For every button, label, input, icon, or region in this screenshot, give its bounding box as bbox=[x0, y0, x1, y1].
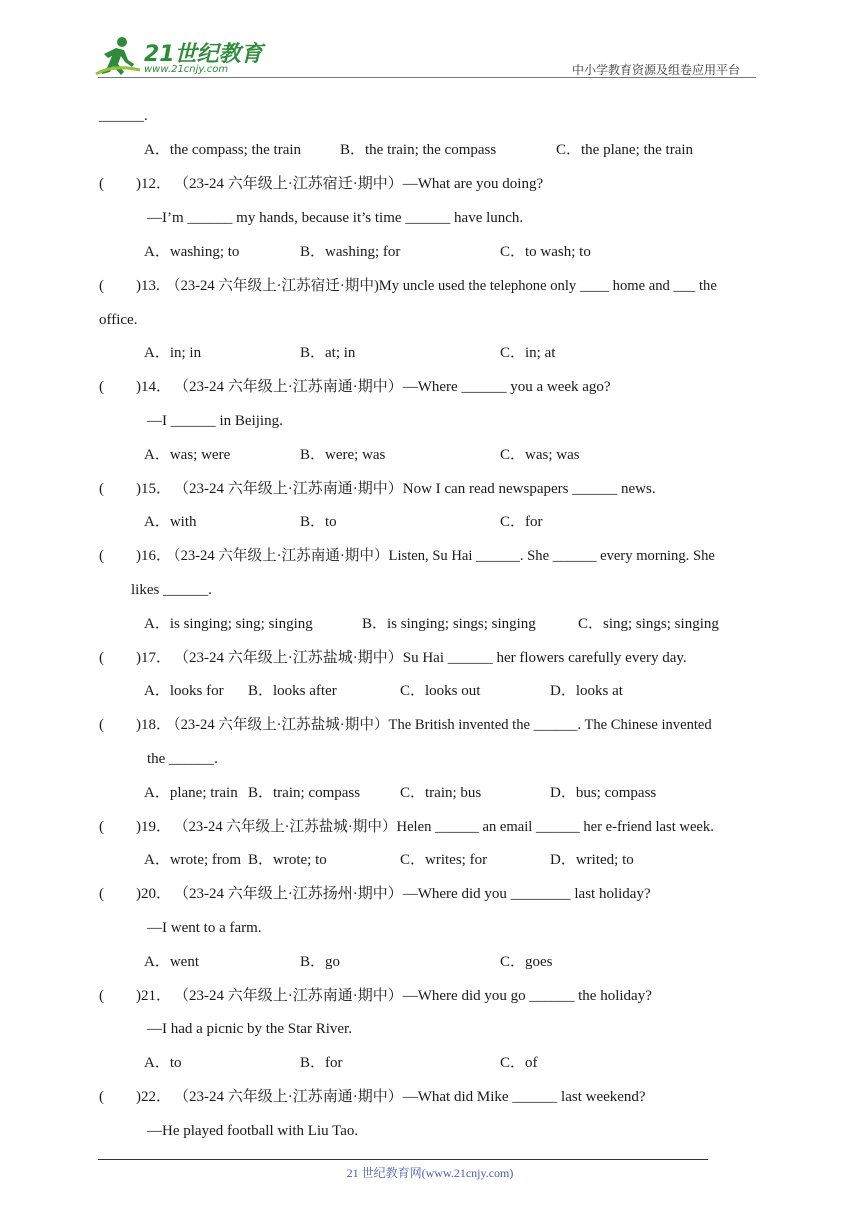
option-d: D．writed; to bbox=[550, 852, 634, 868]
option-b: B．for bbox=[300, 1055, 343, 1071]
option-a: A．went bbox=[144, 954, 199, 970]
answer-paren: ( bbox=[99, 1089, 104, 1105]
option-a: A．washing; to bbox=[144, 244, 240, 260]
logo-url: www.21cnjy.com bbox=[144, 64, 229, 75]
option-a: A．the compass; the train bbox=[144, 142, 302, 158]
answer-paren: ( bbox=[99, 176, 104, 192]
question-text: （23-24 六年级上·江苏盐城·期中）Helen ______ an email ______ her e-friend last week. bbox=[174, 819, 714, 835]
option-c: C．for bbox=[500, 514, 543, 530]
question-text-line2: likes ______. bbox=[131, 582, 212, 598]
header-divider bbox=[98, 77, 756, 78]
question-text: （23-24 六年级上·江苏扬州·期中）—Where did you ________ last holiday? bbox=[174, 886, 651, 902]
option-a: A．looks for bbox=[144, 683, 224, 699]
question-number: )13. bbox=[136, 278, 160, 294]
option-a: A．is singing; sing; singing bbox=[144, 616, 313, 632]
answer-paren: ( bbox=[99, 278, 104, 294]
question-text-line2: —I had a picnic by the Star River. bbox=[147, 1021, 352, 1037]
option-b: B．train; compass bbox=[248, 785, 361, 801]
answer-paren: ( bbox=[99, 717, 104, 733]
option-b: B．washing; for bbox=[300, 244, 401, 260]
option-a: A．wrote; from bbox=[144, 852, 242, 868]
option-d: D．bus; compass bbox=[550, 785, 657, 801]
answer-paren: ( bbox=[99, 481, 104, 497]
question-text: （23-24 六年级上·江苏南通·期中）Listen, Su Hai ______. She ______ every morning. She bbox=[166, 548, 715, 564]
option-a: A．with bbox=[144, 514, 197, 530]
question-number: )16． bbox=[136, 548, 171, 564]
answer-paren: ( bbox=[99, 650, 104, 666]
answer-paren: ( bbox=[99, 548, 104, 564]
question-text: （23-24 六年级上·江苏宿迁·期中）—What are you doing? bbox=[174, 176, 544, 192]
question-text: （23-24 六年级上·江苏宿迁·期中)My uncle used the telephone only ____ home and ___ the bbox=[166, 278, 717, 294]
option-c: C．in; at bbox=[500, 345, 556, 361]
option-c: C．of bbox=[500, 1055, 538, 1071]
option-c: C．to wash; to bbox=[500, 244, 591, 260]
option-b: B．at; in bbox=[300, 345, 356, 361]
question-text: （23-24 六年级上·江苏南通·期中）Now I can read newspapers ______ news. bbox=[174, 481, 656, 497]
question-number: )12． bbox=[136, 176, 171, 192]
option-b: B．go bbox=[300, 954, 341, 970]
option-c: C．the plane; the train bbox=[556, 142, 694, 158]
footer-divider bbox=[98, 1159, 708, 1160]
question-text-line2: —I ______ in Beijing. bbox=[147, 413, 283, 429]
option-d: D．looks at bbox=[550, 683, 623, 699]
option-a: A．to bbox=[144, 1055, 182, 1071]
runner-icon bbox=[94, 34, 142, 78]
question-number: )14． bbox=[136, 379, 171, 395]
question-number: )20． bbox=[136, 886, 171, 902]
option-c: C．train; bus bbox=[400, 785, 482, 801]
answer-paren: ( bbox=[99, 886, 104, 902]
question-number: )22． bbox=[136, 1089, 171, 1105]
question-text: （23-24 六年级上·江苏盐城·期中）The British invented the ______. The Chinese invented bbox=[166, 717, 712, 733]
option-b: B．wrote; to bbox=[248, 852, 327, 868]
question-number: )15． bbox=[136, 481, 171, 497]
option-b: B．were; was bbox=[300, 447, 386, 463]
answer-paren: ( bbox=[99, 819, 104, 835]
question-number: )21． bbox=[136, 988, 171, 1004]
question-number: )19． bbox=[136, 819, 171, 835]
page-footer: 21 世纪教育网(www.21cnjy.com) bbox=[346, 1166, 514, 1180]
answer-paren: ( bbox=[99, 988, 104, 1004]
question-text-line2: —He played football with Liu Tao. bbox=[147, 1123, 359, 1139]
option-a: A．was; were bbox=[144, 447, 231, 463]
option-b: B．to bbox=[300, 514, 337, 530]
question-text: （23-24 六年级上·江苏盐城·期中）Su Hai ______ her flowers carefully every day. bbox=[174, 650, 687, 666]
option-b: B．is singing; sings; singing bbox=[362, 616, 536, 632]
option-c: C．sing; sings; singing bbox=[578, 616, 719, 632]
option-c: C．looks out bbox=[400, 683, 481, 699]
question-text: （23-24 六年级上·江苏南通·期中）—Where did you go ______ the holiday? bbox=[174, 988, 652, 1004]
site-logo bbox=[94, 34, 264, 78]
previous-question-fragment: ______. bbox=[99, 108, 148, 124]
question-number: )17． bbox=[136, 650, 171, 666]
option-c: C．goes bbox=[500, 954, 553, 970]
question-number: )18． bbox=[136, 717, 171, 733]
header-platform-name: 中小学教育资源及组卷应用平台 bbox=[572, 63, 741, 77]
option-a: A．in; in bbox=[144, 345, 202, 361]
logo-text: 21世纪教育 bbox=[144, 42, 263, 67]
question-text-line2: the ______. bbox=[147, 751, 218, 767]
option-a: A．plane; train bbox=[144, 785, 238, 801]
question-text: （23-24 六年级上·江苏南通·期中）—Where ______ you a week ago? bbox=[174, 379, 611, 395]
option-c: C．was; was bbox=[500, 447, 580, 463]
question-text: （23-24 六年级上·江苏南通·期中）—What did Mike ______ last weekend? bbox=[174, 1089, 646, 1105]
option-b: B．looks after bbox=[248, 683, 337, 699]
option-b: B．the train; the compass bbox=[340, 142, 497, 158]
question-text-line2: office. bbox=[99, 312, 138, 328]
question-text-line2: —I’m ______ my hands, because it’s time ______ have lunch. bbox=[147, 210, 524, 226]
page-header bbox=[0, 0, 860, 80]
question-text-line2: —I went to a farm. bbox=[147, 920, 262, 936]
option-c: C．writes; for bbox=[400, 852, 488, 868]
answer-paren: ( bbox=[99, 379, 104, 395]
